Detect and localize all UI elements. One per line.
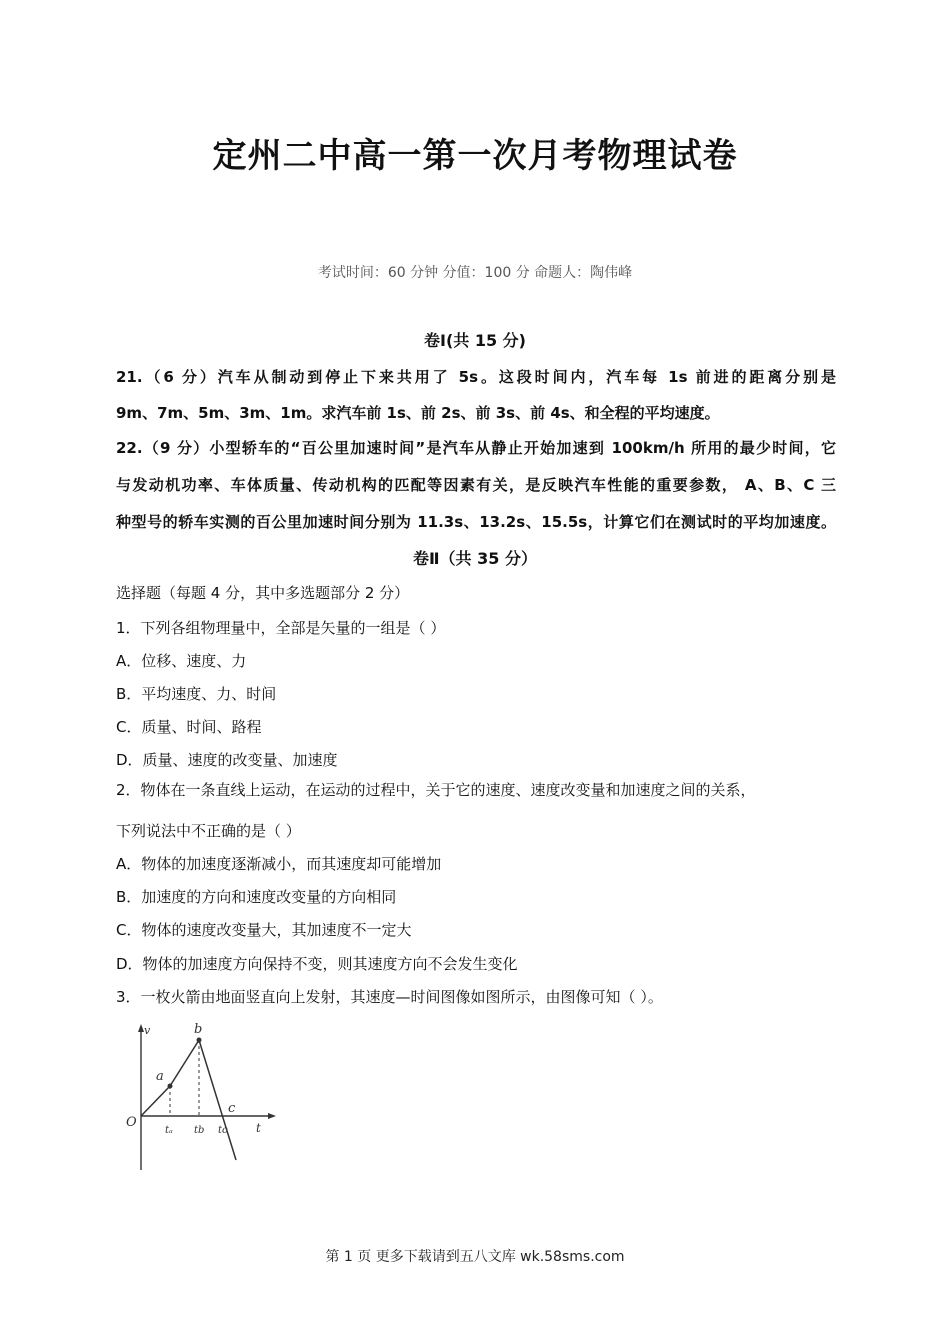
exam-meta: 考试时间：60 分钟 分值：100 分 命题人：陶伟峰 <box>317 265 633 281</box>
question-22-line-3: 种型号的轿车实测的百公里加速时间分别为 11.3s、13.2s、15.5s，计算它们在测试时的平均加速度。 <box>116 513 836 531</box>
question-2-stem-line-1: 2．物体在一条直线上运动，在运动的过程中，关于它的速度、速度改变量和加速度之间的关系， <box>116 781 756 799</box>
t-axis-arrow <box>268 1113 276 1119</box>
v-axis-label: v <box>144 1024 151 1037</box>
question-3-stem: 3．一枚火箭由地面竖直向上发射，其速度—时间图像如图所示，由图像可知（ ）。 <box>116 988 663 1006</box>
question-1-option-b: B．平均速度、力、时间 <box>116 685 277 703</box>
question-2-option-b: B．加速度的方向和速度改变量的方向相同 <box>116 888 397 906</box>
section-1-heading: 卷Ⅰ(共 15 分) <box>424 331 526 350</box>
ta-tick-label: tₐ <box>165 1125 173 1136</box>
section-2-heading: 卷Ⅱ（共 35 分） <box>413 549 537 568</box>
page-footer: 第 1 页 更多下载请到五八文库 wk.58sms.com <box>325 1249 625 1265</box>
point-a-label: a <box>156 1069 164 1084</box>
question-1-option-d: D．质量、速度的改变量、加速度 <box>116 751 338 769</box>
question-2-option-c: C．物体的速度改变量大，其加速度不一定大 <box>116 921 412 939</box>
question-2-stem-line-2: 下列说法中不正确的是（ ） <box>116 822 301 840</box>
page-title: 定州二中高一第一次月考物理试卷 <box>212 136 738 176</box>
velocity-time-graph <box>124 1020 284 1175</box>
choice-intro: 选择题（每题 4 分，其中多选题部分 2 分） <box>116 584 410 602</box>
question-1-option-a: A．位移、速度、力 <box>116 652 247 670</box>
question-2-option-a: A．物体的加速度逐渐减小，而其速度却可能增加 <box>116 855 442 873</box>
t-axis-label: t <box>256 1121 261 1135</box>
question-21-line-1: 21.（6 分）汽车从制动到停止下来共用了 5s。这段时间内，汽车每 1s 前进的距离分别是 <box>116 368 836 386</box>
question-21-line-2: 9m、7m、5m、3m、1m。求汽车前 1s、前 2s、前 3s、前 4s、和全程的平均速度。 <box>116 404 720 422</box>
question-1-option-c: C．质量、时间、路程 <box>116 718 262 736</box>
question-22-line-2: 与发动机功率、车体质量、传动机构的匹配等因素有关，是反映汽车性能的重要参数， A、B、C 三 <box>116 476 836 494</box>
question-1-stem: 1．下列各组物理量中，全部是矢量的一组是（ ） <box>116 619 446 637</box>
point-b-label: b <box>194 1022 203 1037</box>
point-c-label: c <box>228 1101 236 1116</box>
velocity-line <box>141 1040 236 1160</box>
question-2-option-d: D．物体的加速度方向保持不变，则其速度方向不会发生变化 <box>116 955 518 973</box>
question-22-line-1: 22.（9 分）小型轿车的“百公里加速时间”是汽车从静止开始加速到 100km/h 所用的最少时间，它 <box>116 439 836 457</box>
origin-label: O <box>126 1115 137 1130</box>
tb-tick-label: tb <box>194 1125 205 1136</box>
tc-tick-label: tc <box>218 1125 228 1136</box>
